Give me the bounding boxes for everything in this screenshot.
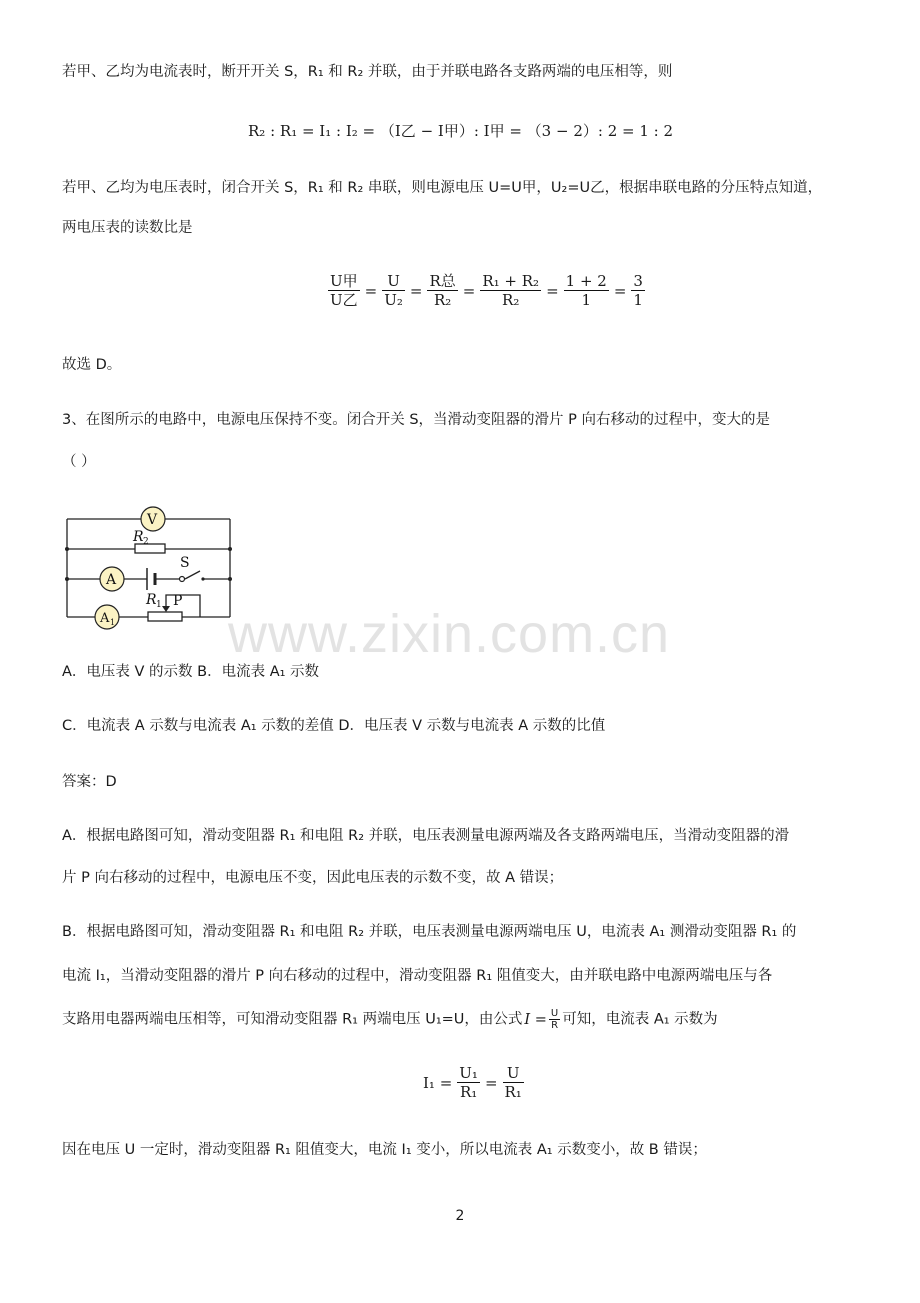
- question-3-line1: 3、在图所示的电路中，电源电压保持不变。闭合开关 S，当滑动变阻器的滑片 P 向右移动的过程中，变大的是: [62, 412, 770, 428]
- option-c-d: C．电流表 A 示数与电流表 A₁ 示数的差值 D．电压表 V 示数与电流表 A 示数的比值: [62, 718, 606, 734]
- r2-label: R: [133, 529, 144, 545]
- paragraph-choose-d: 故选 D。: [62, 357, 122, 373]
- equation-i1: I₁ = $\frac{\text{U₁}}{\text{R₁}}$ = $\frac{U}{\text{R₁}}$: [423, 1064, 522, 1101]
- question-3-line2: （ ）: [62, 454, 96, 470]
- explanation-a-line1: A．根据电路图可知，滑动变阻器 R₁ 和电阻 R₂ 并联，电压表测量电源两端及各支路两端电压，当滑动变阻器的滑: [62, 828, 790, 844]
- switch-label: S: [180, 555, 190, 571]
- explanation-b-line3-part2: 可知，电流表 A₁ 示数为: [562, 1011, 718, 1028]
- page-number: 2: [455, 1208, 465, 1224]
- fraction-numerator: 1 + 2: [565, 272, 607, 290]
- fraction: [503, 1064, 524, 1101]
- formula-fraction: [549, 1008, 560, 1031]
- explanation-b-line1: B．根据电路图可知，滑动变阻器 R₁ 和电阻 R₂ 并联，电压表测量电源两端电压 U，电流表 A₁ 测滑动变阻器 R₁ 的: [62, 924, 797, 940]
- explanation-a-line2: 片 P 向右移动的过程中，电源电压不变，因此电压表的示数不变，故 A 错误；: [62, 870, 564, 886]
- fraction: [564, 272, 609, 309]
- fraction: [382, 272, 405, 309]
- equation-ratio: R₂ : R₁ = I₁ : I₂ = （I乙 − I甲）: I甲 = （3 − 2）: 2 = 1 : 2: [248, 122, 674, 140]
- equation-lhs: I₁ =: [423, 1073, 453, 1092]
- explanation-b-line3-part1: 支路用电器两端电压相等，可知滑动变阻器 R₁ 两端电压 U₁=U，由公式: [62, 1011, 523, 1028]
- fraction-denominator: U乙: [330, 291, 358, 309]
- fraction: [328, 272, 360, 309]
- explanation-b-line3: [62, 1008, 718, 1031]
- fraction-numerator: U₁: [459, 1064, 478, 1082]
- fraction: [631, 272, 645, 309]
- fraction: [457, 1064, 480, 1101]
- voltmeter-label: V: [147, 512, 158, 528]
- circuit-diagram: [60, 505, 240, 630]
- fraction-numerator: U: [503, 1064, 524, 1083]
- fraction-denominator: U₂: [384, 291, 403, 309]
- r1-subscript: 1: [156, 600, 162, 610]
- fraction: [427, 272, 457, 309]
- r2-subscript: 2: [143, 537, 149, 547]
- fraction-denominator: R₂: [502, 291, 520, 309]
- fraction-numerator: 3: [633, 272, 643, 290]
- fraction: [480, 272, 541, 309]
- formula-i: I =: [524, 1011, 547, 1028]
- explanation-b-line2: 电流 I₁，当滑动变阻器的滑片 P 向右移动的过程中，滑动变阻器 R₁ 阻值变大，由并联电路中电源两端电压与各: [62, 968, 773, 984]
- answer: 答案：D: [62, 774, 117, 790]
- fraction-denominator: R₂: [433, 291, 452, 309]
- ammeter-label: A: [106, 572, 117, 588]
- watermark: www.zixin.com.cn: [228, 604, 671, 664]
- equation-voltage-ratio: $\frac{\text{U甲}}{\text{U乙}}$ = $\frac{U}{\text{U₂}}$ = $\frac{\text{R总}}{\text{R₂}}$ = $\frac{\text{R₁ + R₂}}{\text{R₂}}$ = $\frac{1 + 2}{1}$ = $\frac{3}{1}$: [330, 272, 643, 309]
- explanation-b-line4: 因在电压 U 一定时，滑动变阻器 R₁ 阻值变大，电流 I₁ 变小，所以电流表 A₁ 示数变小，故 B 错误；: [62, 1142, 707, 1158]
- fraction-numerator: U: [550, 1008, 559, 1019]
- paragraph-series-voltage: 若甲、乙均为电压表时，闭合开关 S，R₁ 和 R₂ 串联，则电源电压 U=U甲，U₂=U乙，根据串联电路的分压特点知道，: [62, 180, 823, 196]
- r1-label: R: [146, 592, 157, 608]
- fraction-numerator: R₁ + R₂: [482, 272, 540, 290]
- ammeter1-label: A: [100, 611, 110, 626]
- fraction-numerator: U: [382, 272, 405, 291]
- fraction-denominator: 1: [633, 291, 643, 309]
- slider-label: P: [173, 593, 183, 609]
- fraction-numerator: U甲: [330, 272, 358, 290]
- fraction-denominator: 1: [581, 291, 592, 309]
- fraction-denominator: R₁: [504, 1083, 522, 1101]
- paragraph-parallel-current: 若甲、乙均为电流表时，断开开关 S，R₁ 和 R₂ 并联，由于并联电路各支路两端的电压相等，则: [62, 64, 673, 80]
- option-a-b: A．电压表 V 的示数 B．电流表 A₁ 示数: [62, 664, 320, 680]
- fraction-numerator: R总: [429, 272, 456, 290]
- paragraph-readings-ratio: 两电压表的读数比是: [62, 220, 193, 236]
- fraction-denominator: R₁: [459, 1083, 478, 1101]
- fraction-denominator: R: [551, 1020, 559, 1031]
- ammeter1-subscript: 1: [110, 618, 116, 627]
